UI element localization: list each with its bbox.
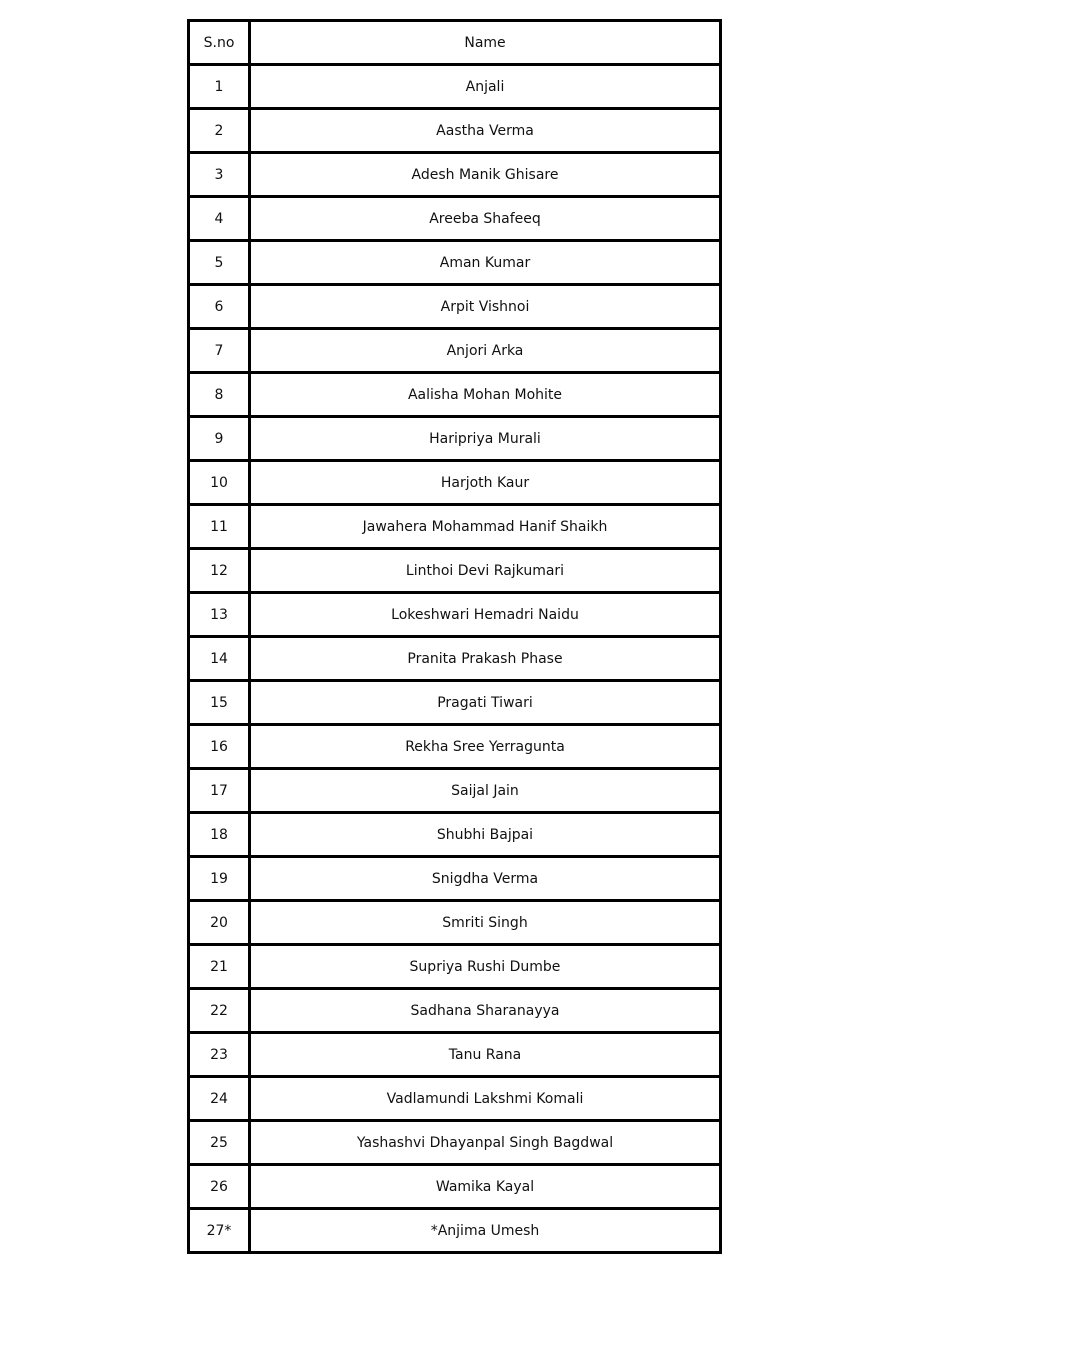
table-row [189, 725, 721, 769]
table-row [189, 989, 721, 1033]
table-row [189, 373, 721, 417]
cell-name: Snigdha Verma [250, 857, 721, 901]
cell-name: *Anjima Umesh [250, 1209, 721, 1253]
table-row [189, 505, 721, 549]
cell-name: Adesh Manik Ghisare [250, 153, 721, 197]
table-row [189, 901, 721, 945]
cell-sno: 21 [189, 945, 250, 989]
cell-sno: 22 [189, 989, 250, 1033]
cell-sno: 27* [189, 1209, 250, 1253]
table-row [189, 593, 721, 637]
table-row [189, 1033, 721, 1077]
table-row [189, 65, 721, 109]
cell-sno: 17 [189, 769, 250, 813]
cell-name: Areeba Shafeeq [250, 197, 721, 241]
cell-name: Rekha Sree Yerragunta [250, 725, 721, 769]
cell-name: Aman Kumar [250, 241, 721, 285]
cell-sno: 13 [189, 593, 250, 637]
cell-sno: 19 [189, 857, 250, 901]
cell-sno: 24 [189, 1077, 250, 1121]
cell-name: Pragati Tiwari [250, 681, 721, 725]
table-row [189, 241, 721, 285]
cell-name: Aalisha Mohan Mohite [250, 373, 721, 417]
cell-name: Anjori Arka [250, 329, 721, 373]
cell-name: Pranita Prakash Phase [250, 637, 721, 681]
cell-name: Sadhana Sharanayya [250, 989, 721, 1033]
table-row [189, 285, 721, 329]
cell-name: Haripriya Murali [250, 417, 721, 461]
table-row [189, 549, 721, 593]
cell-sno: 6 [189, 285, 250, 329]
cell-name: Saijal Jain [250, 769, 721, 813]
table-row [189, 637, 721, 681]
header-row [189, 21, 721, 65]
table-row [189, 417, 721, 461]
cell-sno: 2 [189, 109, 250, 153]
cell-sno: 10 [189, 461, 250, 505]
cell-name: Supriya Rushi Dumbe [250, 945, 721, 989]
cell-sno: 15 [189, 681, 250, 725]
table-row [189, 1209, 721, 1253]
cell-name: Lokeshwari Hemadri Naidu [250, 593, 721, 637]
cell-name: Arpit Vishnoi [250, 285, 721, 329]
cell-name: Anjali [250, 65, 721, 109]
cell-name: Harjoth Kaur [250, 461, 721, 505]
table-row [189, 769, 721, 813]
table-row [189, 329, 721, 373]
header-name: Name [250, 21, 721, 65]
table-row [189, 153, 721, 197]
cell-name: Yashashvi Dhayanpal Singh Bagdwal [250, 1121, 721, 1165]
cell-sno: 26 [189, 1165, 250, 1209]
cell-sno: 1 [189, 65, 250, 109]
cell-sno: 12 [189, 549, 250, 593]
header-sno: S.no [189, 21, 250, 65]
cell-name: Wamika Kayal [250, 1165, 721, 1209]
table-row [189, 1121, 721, 1165]
cell-name: Jawahera Mohammad Hanif Shaikh [250, 505, 721, 549]
table-row [189, 813, 721, 857]
cell-sno: 25 [189, 1121, 250, 1165]
cell-sno: 20 [189, 901, 250, 945]
table-row [189, 197, 721, 241]
cell-sno: 5 [189, 241, 250, 285]
table-body [189, 65, 721, 1253]
cell-sno: 3 [189, 153, 250, 197]
cell-sno: 9 [189, 417, 250, 461]
cell-sno: 4 [189, 197, 250, 241]
cell-name: Linthoi Devi Rajkumari [250, 549, 721, 593]
cell-name: Vadlamundi Lakshmi Komali [250, 1077, 721, 1121]
cell-name: Tanu Rana [250, 1033, 721, 1077]
cell-sno: 16 [189, 725, 250, 769]
table-row [189, 461, 721, 505]
names-table [187, 19, 722, 1254]
cell-name: Smriti Singh [250, 901, 721, 945]
cell-name: Aastha Verma [250, 109, 721, 153]
table-row [189, 1077, 721, 1121]
cell-sno: 8 [189, 373, 250, 417]
cell-sno: 14 [189, 637, 250, 681]
cell-sno: 11 [189, 505, 250, 549]
table-row [189, 109, 721, 153]
cell-sno: 7 [189, 329, 250, 373]
cell-sno: 18 [189, 813, 250, 857]
cell-name: Shubhi Bajpai [250, 813, 721, 857]
table-row [189, 945, 721, 989]
table-row [189, 681, 721, 725]
table-row [189, 1165, 721, 1209]
cell-sno: 23 [189, 1033, 250, 1077]
table-row [189, 857, 721, 901]
